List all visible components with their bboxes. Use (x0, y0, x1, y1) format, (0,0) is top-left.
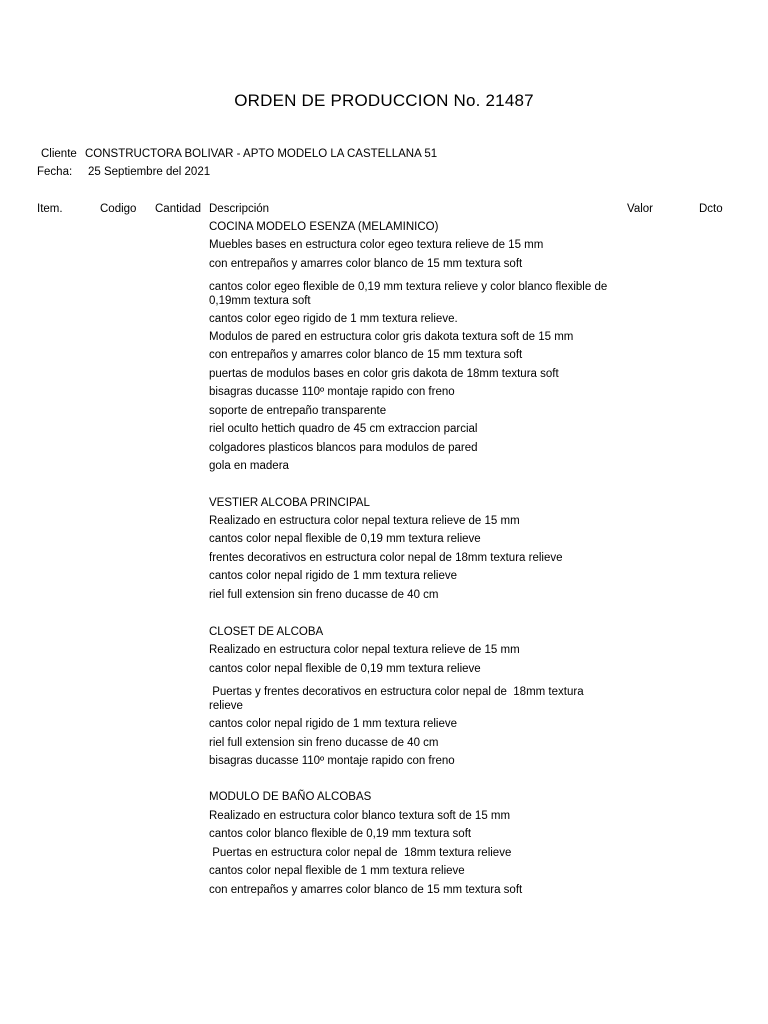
description-line: cantos color blanco flexible de 0,19 mm textura soft (209, 828, 472, 840)
description-line: Realizado en estructura color blanco textura soft de 15 mm (209, 810, 511, 822)
cliente-label: Cliente (41, 148, 77, 160)
fecha-label: Fecha: (37, 166, 73, 178)
description-line: cantos color nepal flexible de 0,19 mm textura relieve (209, 663, 481, 675)
description-line: cantos color nepal flexible de 0,19 mm textura relieve (209, 533, 481, 545)
description-line: con entrepaños y amarres color blanco de 15 mm textura soft (209, 349, 523, 361)
section-heading: VESTIER ALCOBA PRINCIPAL (209, 497, 370, 509)
description-line: cantos color nepal flexible de 1 mm textura relieve (209, 865, 465, 877)
description-line: con entrepaños y amarres color blanco de 15 mm textura soft (209, 884, 523, 896)
description-line: cantos color egeo flexible de 0,19 mm textura relieve y color blanco flexible de 0,19mm textura soft (209, 281, 608, 307)
description-line: con entrepaños y amarres color blanco de 15 mm textura soft (209, 258, 523, 270)
description-line: cantos color nepal rigido de 1 mm textura relieve (209, 718, 458, 730)
description-line: soporte de entrepaño transparente (209, 405, 387, 417)
description-line: Puertas en estructura color nepal de 18mm textura relieve (209, 847, 512, 859)
description-line: colgadores plasticos blancos para modulos de pared (209, 442, 478, 454)
section-heading: CLOSET DE ALCOBA (209, 626, 324, 638)
section-heading: COCINA MODELO ESENZA (MELAMINICO) (209, 221, 439, 233)
header-item: Item. (37, 203, 63, 215)
description-line: bisagras ducasse 110º montaje rapido con freno (209, 386, 455, 398)
description-line: Realizado en estructura color nepal textura relieve de 15 mm (209, 644, 520, 656)
description-line: Realizado en estructura color nepal textura relieve de 15 mm (209, 515, 520, 527)
description-line: cantos color egeo rigido de 1 mm textura relieve. (209, 313, 458, 325)
header-cantidad: Cantidad (155, 203, 202, 215)
description-line: riel full extension sin freno ducasse de 40 cm (209, 737, 439, 749)
header-valor: Valor (627, 203, 653, 215)
fecha-value: 25 Septiembre del 2021 (88, 166, 211, 178)
description-line: frentes decorativos en estructura color nepal de 18mm textura relieve (209, 552, 563, 564)
header-codigo: Codigo (100, 203, 137, 215)
description-line: riel oculto hettich quadro de 45 cm extraccion parcial (209, 423, 478, 435)
description-line: gola en madera (209, 460, 289, 472)
header-dcto: Dcto (699, 203, 723, 215)
document-title: ORDEN DE PRODUCCION No. 21487 (234, 91, 534, 110)
description-line: puertas de modulos bases en color gris dakota de 18mm textura soft (209, 368, 559, 380)
cliente-value: CONSTRUCTORA BOLIVAR - APTO MODELO LA CASTELLANA 51 (85, 148, 438, 160)
description-line: Modulos de pared en estructura color gris dakota textura soft de 15 mm (209, 331, 574, 343)
header-descripcion: Descripción (209, 203, 270, 215)
description-line: Muebles bases en estructura color egeo textura relieve de 15 mm (209, 239, 544, 251)
description-line: bisagras ducasse 110º montaje rapido con freno (209, 755, 455, 767)
section-heading: MODULO DE BAÑO ALCOBAS (209, 791, 372, 803)
description-line: cantos color nepal rigido de 1 mm textura relieve (209, 570, 458, 582)
description-line: Puertas y frentes decorativos en estructura color nepal de 18mm textura relieve (209, 686, 587, 712)
description-line: riel full extension sin freno ducasse de 40 cm (209, 589, 439, 601)
